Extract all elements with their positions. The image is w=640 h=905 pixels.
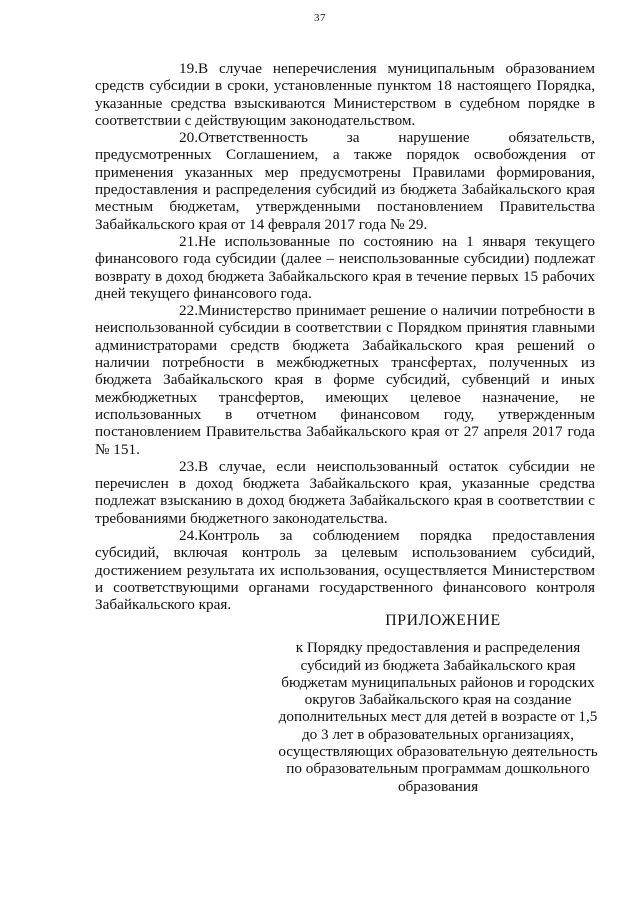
paragraph-22 xyxy=(95,302,595,458)
paragraph-text: Ответственность за нарушение обязательств, предусмотренных Соглашением, а также порядок освобождения от применения указанных мер предусмотрены Правилами формирования, предоставления и распределения субсидий из бюджета Забайкальского края местным бюджетам, утвержденными постановлением Правительства Забайкальского края от 14 февраля 2017 года № 29. xyxy=(95,129,595,233)
appendix-line: осуществляющих образовательную деятельность xyxy=(278,743,598,761)
paragraph-21 xyxy=(95,233,595,302)
appendix-line: до 3 лет в образовательных организациях, xyxy=(301,725,575,743)
page-number: 37 xyxy=(314,12,326,24)
appendix-line: округов Забайкальского края на создание xyxy=(304,691,572,709)
appendix-title: ПРИЛОЖЕНИЕ xyxy=(385,612,501,629)
appendix-block xyxy=(268,612,608,795)
paragraph-24 xyxy=(95,527,595,613)
appendix-line: субсидий из бюджета Забайкальского края xyxy=(300,656,576,674)
paragraph-20 xyxy=(95,129,595,233)
paragraph-number: 22. xyxy=(179,302,198,320)
paragraph-23 xyxy=(95,458,595,527)
appendix-line: бюджетам муниципальных районов и городских xyxy=(281,673,595,691)
paragraph-text: Не использованные по состоянию на 1 января текущего финансового года субсидии (далее – неиспользованные субсидии) подлежат возврату в доход бюджета Забайкальского края в течение первых 15 рабочих дней текущего финансового года. xyxy=(95,232,595,302)
paragraph-text: Министерство принимает решение о наличии потребности в неиспользованной субсидии в соответствии с Порядком принятия главными администраторами средств бюджета Забайкальского края решений о наличии потребности в межбюджетных трансфертах, полученных из бюджета Забайкальского края в форме субсидий, субвенций и иных межбюджетных трансфертов, имеющих целевое назначение, не использованных в отчетном финансовом году, утвержденным постановлением Правительства Забайкальского края от 27 апреля 2017 года № 151. xyxy=(95,302,595,458)
document-body xyxy=(95,60,595,614)
paragraph-19 xyxy=(95,60,595,129)
paragraph-text: В случае, если неиспользованный остаток субсидии не перечислен в доход бюджета Забайкальского края, указанные средства подлежат взысканию в доход бюджета Забайкальского края в соответствии с требованиями бюджетного законодательства. xyxy=(95,457,595,527)
appendix-line: образования xyxy=(397,777,479,795)
appendix-line: дополнительных мест для детей в возрасте от 1,5 xyxy=(278,708,598,726)
paragraph-number: 19. xyxy=(179,60,198,77)
paragraph-number: 24. xyxy=(179,527,198,545)
paragraph-number: 20. xyxy=(179,129,198,147)
appendix-line: к Порядку предоставления и распределения xyxy=(295,639,581,657)
appendix-line: по образовательным программам дошкольного xyxy=(286,760,590,778)
appendix-description xyxy=(268,639,608,795)
paragraph-text: Контроль за соблюдением порядка предоставления субсидий, включая контроль за целевым использованием субсидий, достижением результата их использования, осуществляется Министерством и соответствующими органами государственного финансового контроля Забайкальского края. xyxy=(95,527,595,614)
paragraph-number: 23. xyxy=(179,457,198,475)
paragraph-number: 21. xyxy=(179,232,198,250)
paragraph-text: В случае неперечисления муниципальным образованием средств субсидии в сроки, установленные пунктом 18 настоящего Порядка, указанные средства взыскиваются Министерством в судебном порядке в соответствии с действующим законодательством. xyxy=(95,60,595,129)
